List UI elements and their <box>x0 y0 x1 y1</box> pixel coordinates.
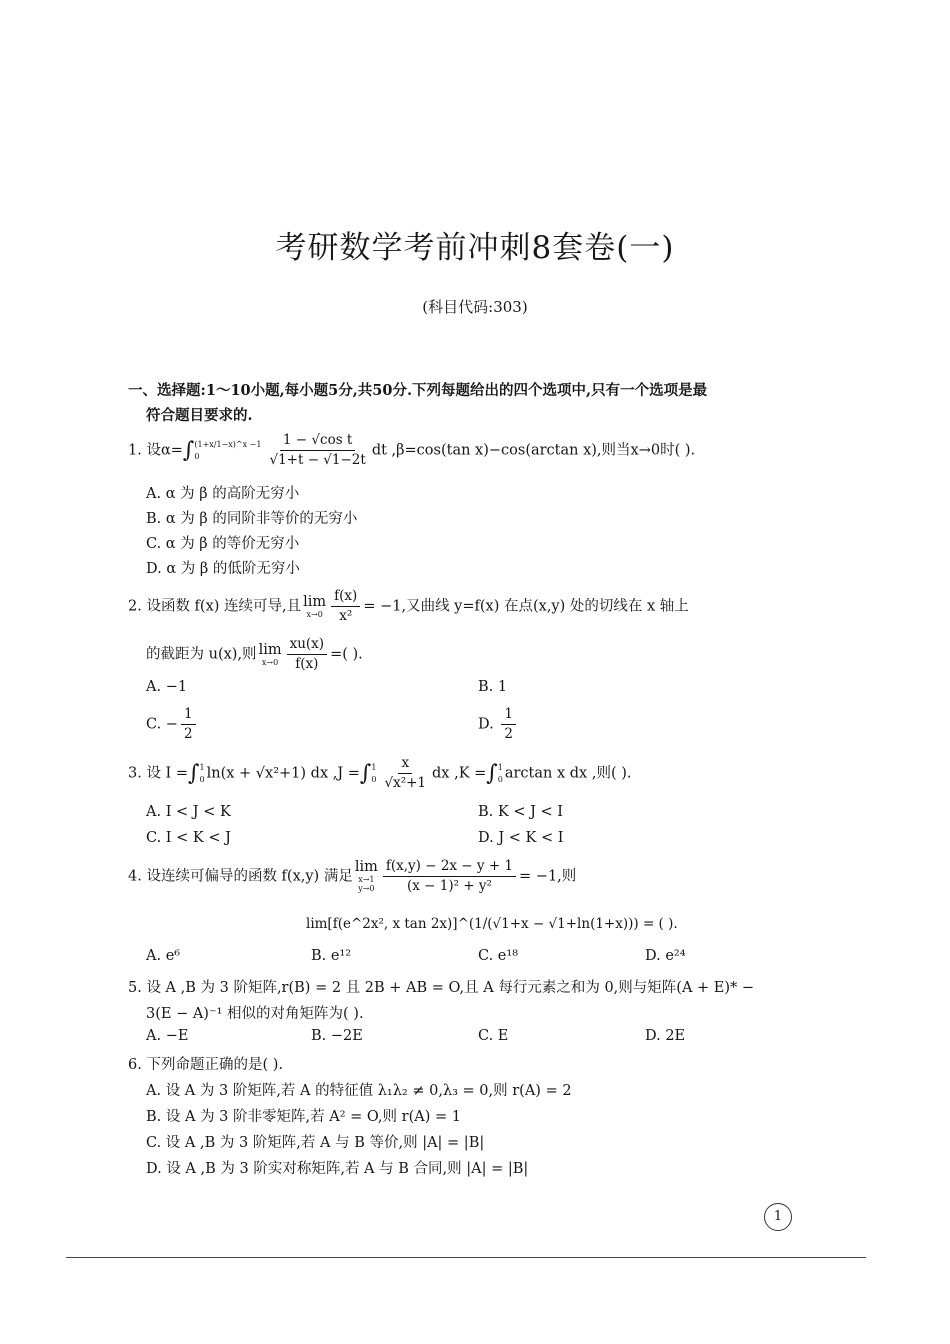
footer-rule <box>66 1257 866 1258</box>
q2-denominator-2: f(x) <box>295 656 319 672</box>
q2-limit <box>303 595 326 619</box>
q1-upper-limit: (1+x/1−x)^x −1 <box>194 439 262 449</box>
q3-limits-3 <box>498 762 503 786</box>
section-header <box>128 378 808 428</box>
section-line-1: 一、选择题:1～10小题,每小题5分,共50分.下列每题给出的四个选项中,只有一个选项是最 <box>128 382 708 399</box>
q4-suffix: = −1,则 <box>519 868 577 885</box>
q1-numerator: 1 − √cos t <box>280 432 355 451</box>
q5-option-c: C. E <box>478 1028 509 1044</box>
q2-numerator: f(x) <box>331 588 360 607</box>
q5-option-b: B. −2E <box>311 1028 363 1044</box>
q3-limits-1 <box>200 762 205 786</box>
page-title: 考研数学考前冲刺8套卷(一) <box>275 230 675 266</box>
q3-part3: arctan x dx ,则( ). <box>504 765 632 782</box>
q3-upper-2: 1 <box>371 762 377 772</box>
q2-c-den: 2 <box>183 726 193 742</box>
q3-upper-1: 1 <box>199 762 205 772</box>
q1-limits <box>194 439 261 463</box>
q3-limits-2 <box>371 762 376 786</box>
q4-option-b: B. e¹² <box>311 948 352 964</box>
q1-denominator: √1+t − √1−2t <box>269 452 366 468</box>
question-1-stem <box>128 432 695 469</box>
question-4-line-2: lim[f(e^2x², x tan 2x)]^(1/(√1+x − √1+ln(1+x))) = ( ). <box>306 916 678 932</box>
q3-option-b: B. K < J < I <box>478 804 563 820</box>
q5-option-a: A. −E <box>146 1028 189 1044</box>
q2-option-c-fraction <box>181 706 196 743</box>
q3-prefix: 3. 设 I = <box>128 765 189 782</box>
q2-option-d-label: D. <box>478 716 499 733</box>
q2-lim-sub-2: x→0 <box>261 657 279 667</box>
q6-option-d: D. 设 A ,B 为 3 阶实对称矩阵,若 A 与 B 合同,则 |A| = |B| <box>146 1161 529 1177</box>
q2-option-a: A. −1 <box>146 679 188 695</box>
q2-option-b: B. 1 <box>478 679 508 695</box>
q4-denominator: (x − 1)² + y² <box>406 878 492 894</box>
integral-sign: ∫ <box>188 761 200 786</box>
q6-option-a: A. 设 A 为 3 阶矩阵,若 A 的特征值 λ₁λ₂ ≠ 0,λ₃ = 0,则 r(A) = 2 <box>146 1083 572 1099</box>
q3-lower-3: 0 <box>497 774 503 784</box>
q1-suffix: dt ,β=cos(tan x)−cos(arctan x),则当x→0时( ). <box>371 442 696 459</box>
q3-lower-2: 0 <box>371 774 377 784</box>
q3-option-c: C. I < K < J <box>146 830 231 846</box>
q1-lower-limit: 0 <box>194 451 200 461</box>
q4-limit <box>355 860 378 893</box>
q2-numerator-2: xu(x) <box>287 636 327 655</box>
question-5-line-2: 3(E − A)⁻¹ 相似的对角矩阵为( ). <box>146 1006 364 1022</box>
q2-line2-prefix: 的截距为 u(x),则 <box>146 646 257 663</box>
q2-lim-text-2: lim <box>258 641 282 658</box>
q3-option-a: A. I < J < K <box>146 804 231 820</box>
q3-option-d: D. J < K < I <box>478 830 564 846</box>
q4-lim-sub-2: y→0 <box>358 884 375 893</box>
q2-option-c <box>146 706 199 743</box>
q3-lower-1: 0 <box>199 774 205 784</box>
q2-c-num: 1 <box>181 706 196 725</box>
q3-numerator: x <box>398 755 412 774</box>
q2-lim-text: lim <box>303 593 327 610</box>
page-number: 1 <box>764 1203 792 1231</box>
q3-denominator: √x²+1 <box>384 775 427 791</box>
q2-fraction <box>331 588 360 625</box>
q2-option-d <box>478 706 519 743</box>
q2-lim-sub: x→0 <box>306 609 323 619</box>
q4-option-c: C. e¹⁸ <box>478 948 519 964</box>
q6-option-b: B. 设 A 为 3 阶非零矩阵,若 A² = O,则 r(A) = 1 <box>146 1109 461 1125</box>
q2-line2-suffix: =( ). <box>330 646 363 663</box>
q3-part2: dx ,K = <box>432 765 487 782</box>
q2-denominator: x² <box>339 608 353 624</box>
q2-fraction-2 <box>287 636 327 673</box>
q2-d-num: 1 <box>501 706 516 725</box>
q2-prefix: 2. 设函数 f(x) 连续可导,且 <box>128 598 302 615</box>
q1-prefix: 1. 设α= <box>128 442 183 459</box>
q4-lim-sub-1: x→1 <box>358 875 375 884</box>
q1-fraction <box>266 432 368 469</box>
q2-limit-2 <box>259 643 282 667</box>
section-line-2: 符合题目要求的. <box>146 407 253 424</box>
q2-option-c-label: C. − <box>146 716 178 733</box>
question-3-stem <box>128 755 631 792</box>
q1-option-a: A. α 为 β 的高阶无穷小 <box>146 486 300 502</box>
q3-upper-3: 1 <box>497 762 503 772</box>
q1-option-b: B. α 为 β 的同阶非等价的无穷小 <box>146 511 358 527</box>
q3-fraction <box>381 755 429 792</box>
q2-d-den: 2 <box>504 726 513 742</box>
q4-fraction <box>383 858 516 895</box>
q4-option-a: A. e⁶ <box>146 948 181 964</box>
q3-part1: ln(x + √x²+1) dx ,J = <box>206 765 360 782</box>
q1-option-c: C. α 为 β 的等价无穷小 <box>146 536 300 552</box>
integral-sign: ∫ <box>359 761 372 786</box>
q4-numerator: f(x,y) − 2x − y + 1 <box>383 858 516 877</box>
question-4-stem <box>128 858 576 895</box>
integral-sign: ∫ <box>486 761 498 786</box>
q1-option-d: D. α 为 β 的低阶无穷小 <box>146 561 300 577</box>
q4-prefix: 4. 设连续可偏导的函数 f(x,y) 满足 <box>128 868 353 885</box>
q4-lim-text: lim <box>354 859 378 875</box>
q6-option-c: C. 设 A ,B 为 3 阶矩阵,若 A 与 B 等价,则 |A| = |B| <box>146 1135 485 1151</box>
q4-option-d: D. e²⁴ <box>645 948 686 964</box>
question-5-line-1: 5. 设 A ,B 为 3 阶矩阵,r(B) = 2 且 2B + AB = O,且 A 每行元素之和为 0,则与矩阵(A + E)* − <box>128 980 755 996</box>
question-2-line-2 <box>146 636 363 673</box>
q2-option-d-fraction <box>501 706 516 743</box>
integral-sign: ∫ <box>182 438 195 463</box>
subject-code: (科目代码:303) <box>422 298 528 316</box>
q5-option-d: D. 2E <box>645 1028 686 1044</box>
q2-suffix: = −1,又曲线 y=f(x) 在点(x,y) 处的切线在 x 轴上 <box>363 598 689 615</box>
question-2-stem <box>128 588 689 625</box>
question-6-stem: 6. 下列命题正确的是( ). <box>128 1057 283 1073</box>
